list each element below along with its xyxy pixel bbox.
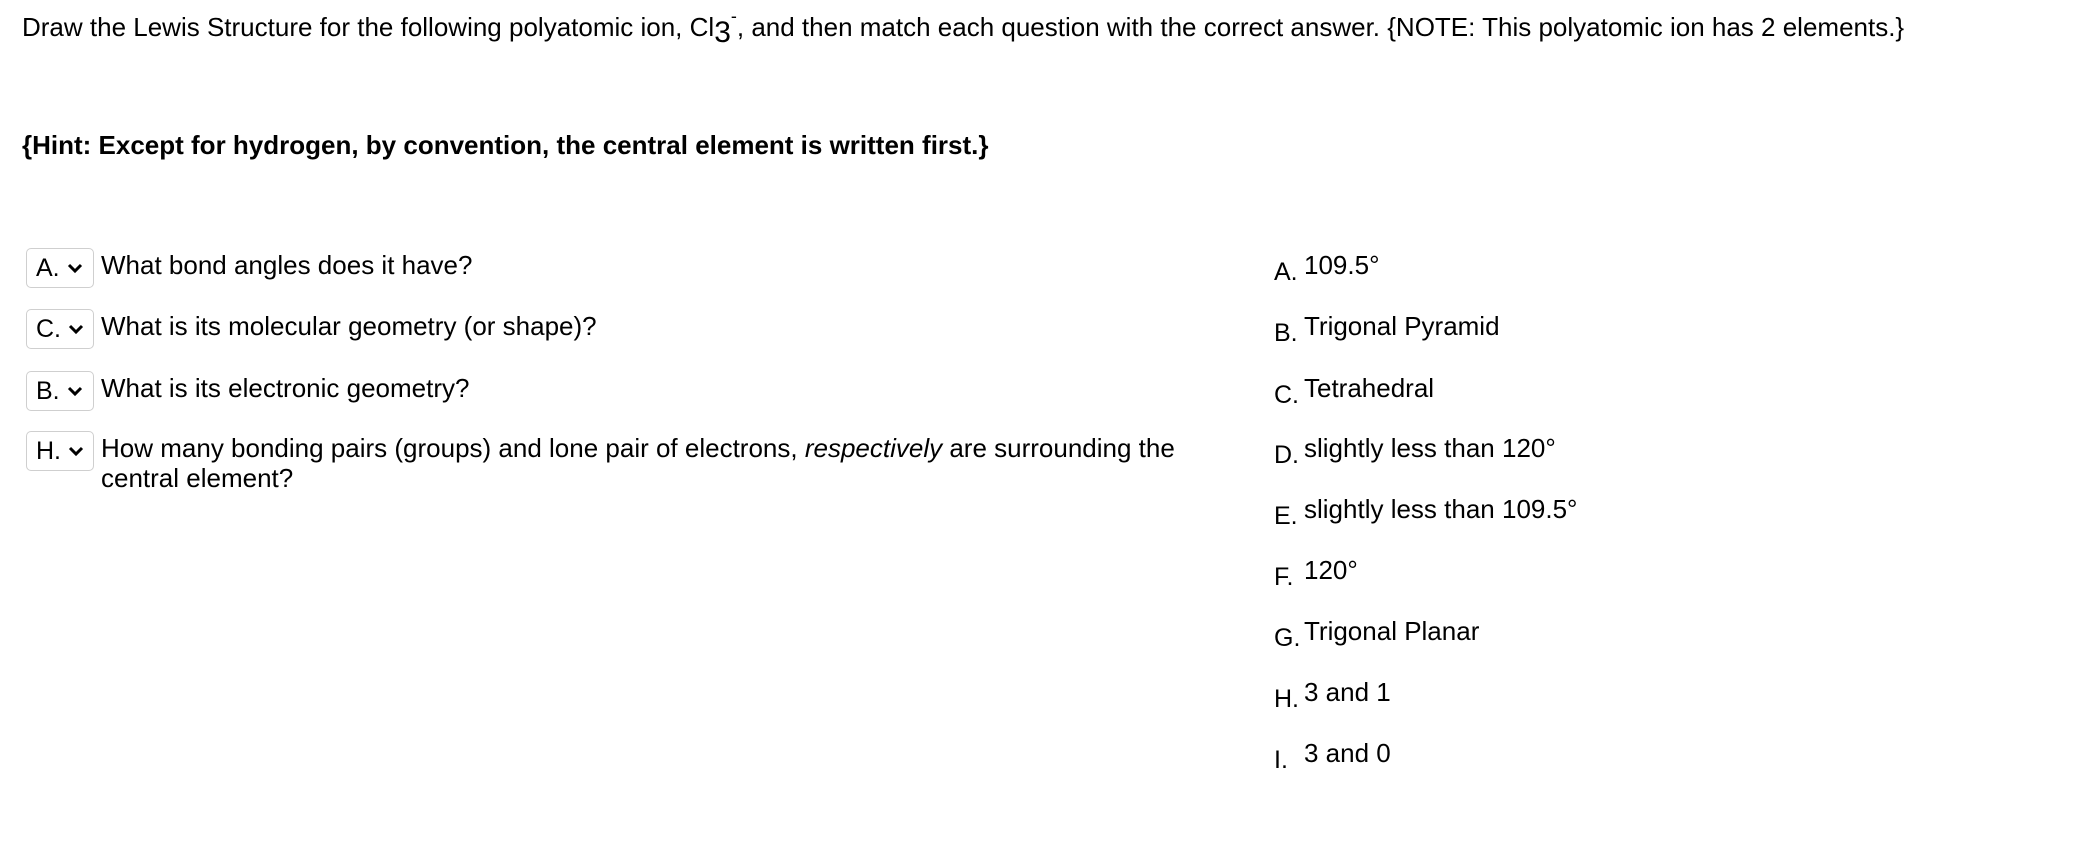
question-text: What bond angles does it have? <box>101 250 473 280</box>
dropdown-value: B. <box>36 376 60 405</box>
question-text <box>101 433 1241 493</box>
answer-text: 3 and 0 <box>1304 738 1391 768</box>
answer-option <box>1274 494 1578 530</box>
answer-letter: H. <box>1274 685 1299 713</box>
answer-text: slightly less than 120° <box>1304 433 1556 463</box>
answer-dropdown[interactable] <box>26 431 94 471</box>
prompt-text-start: Draw the Lewis Structure for the following polyatomic ion, Cl <box>22 12 715 42</box>
chevron-down-icon <box>67 385 83 397</box>
answer-option <box>1274 373 1435 409</box>
answer-text: 109.5° <box>1304 250 1380 280</box>
question-row <box>26 311 1241 349</box>
answer-letter: B. <box>1274 319 1298 347</box>
answer-option <box>1274 433 1556 469</box>
question-text: What is its electronic geometry? <box>101 373 470 403</box>
answer-option <box>1274 311 1500 347</box>
question-row <box>26 433 1241 493</box>
hint-text: {Hint: Except for hydrogen, by convention, the central element is written first.} <box>22 130 989 160</box>
question-text: What is its molecular geometry (or shape)? <box>101 311 597 341</box>
question-row <box>26 250 1241 288</box>
answer-dropdown[interactable] <box>26 309 94 349</box>
dropdown-value: A. <box>36 253 60 282</box>
answer-text: 3 and 1 <box>1304 677 1391 707</box>
answer-letter: G. <box>1274 624 1301 652</box>
answer-text: Tetrahedral <box>1304 373 1435 403</box>
answer-text: slightly less than 109.5° <box>1304 494 1578 524</box>
answer-letter: F. <box>1274 563 1294 591</box>
answer-option <box>1274 677 1391 713</box>
answer-letter: E. <box>1274 502 1298 530</box>
answer-letter: I. <box>1274 746 1288 774</box>
answer-letter: D. <box>1274 441 1299 469</box>
chevron-down-icon <box>68 445 84 457</box>
prompt-text-end: , and then match each question with the correct answer. {NOTE: This polyatomic ion has 2 elements.} <box>736 12 1905 42</box>
question-text-start: How many bonding pairs (groups) and lone pair of electrons, <box>101 433 805 463</box>
answer-text: Trigonal Planar <box>1304 616 1480 646</box>
prompt-superscript: - <box>730 6 737 26</box>
question-row <box>26 373 1241 411</box>
answer-option <box>1274 616 1480 652</box>
answer-option <box>1274 738 1391 774</box>
answer-letter: C. <box>1274 381 1299 409</box>
question-prompt <box>22 6 1905 49</box>
chevron-down-icon <box>67 262 83 274</box>
answer-text: Trigonal Pyramid <box>1304 311 1500 341</box>
chevron-down-icon <box>68 323 84 335</box>
answer-option <box>1274 250 1380 286</box>
answer-option <box>1274 555 1358 591</box>
answer-dropdown[interactable] <box>26 248 94 288</box>
prompt-subscript: 3 <box>714 16 731 49</box>
question-text-emphasis: respectively <box>804 433 943 463</box>
answer-dropdown[interactable] <box>26 371 94 411</box>
dropdown-value: C. <box>36 314 61 343</box>
dropdown-value: H. <box>36 436 61 465</box>
question-text-end: are surrounding the central element? <box>101 433 1175 493</box>
answer-letter: A. <box>1274 258 1298 286</box>
answer-text: 120° <box>1304 555 1358 585</box>
